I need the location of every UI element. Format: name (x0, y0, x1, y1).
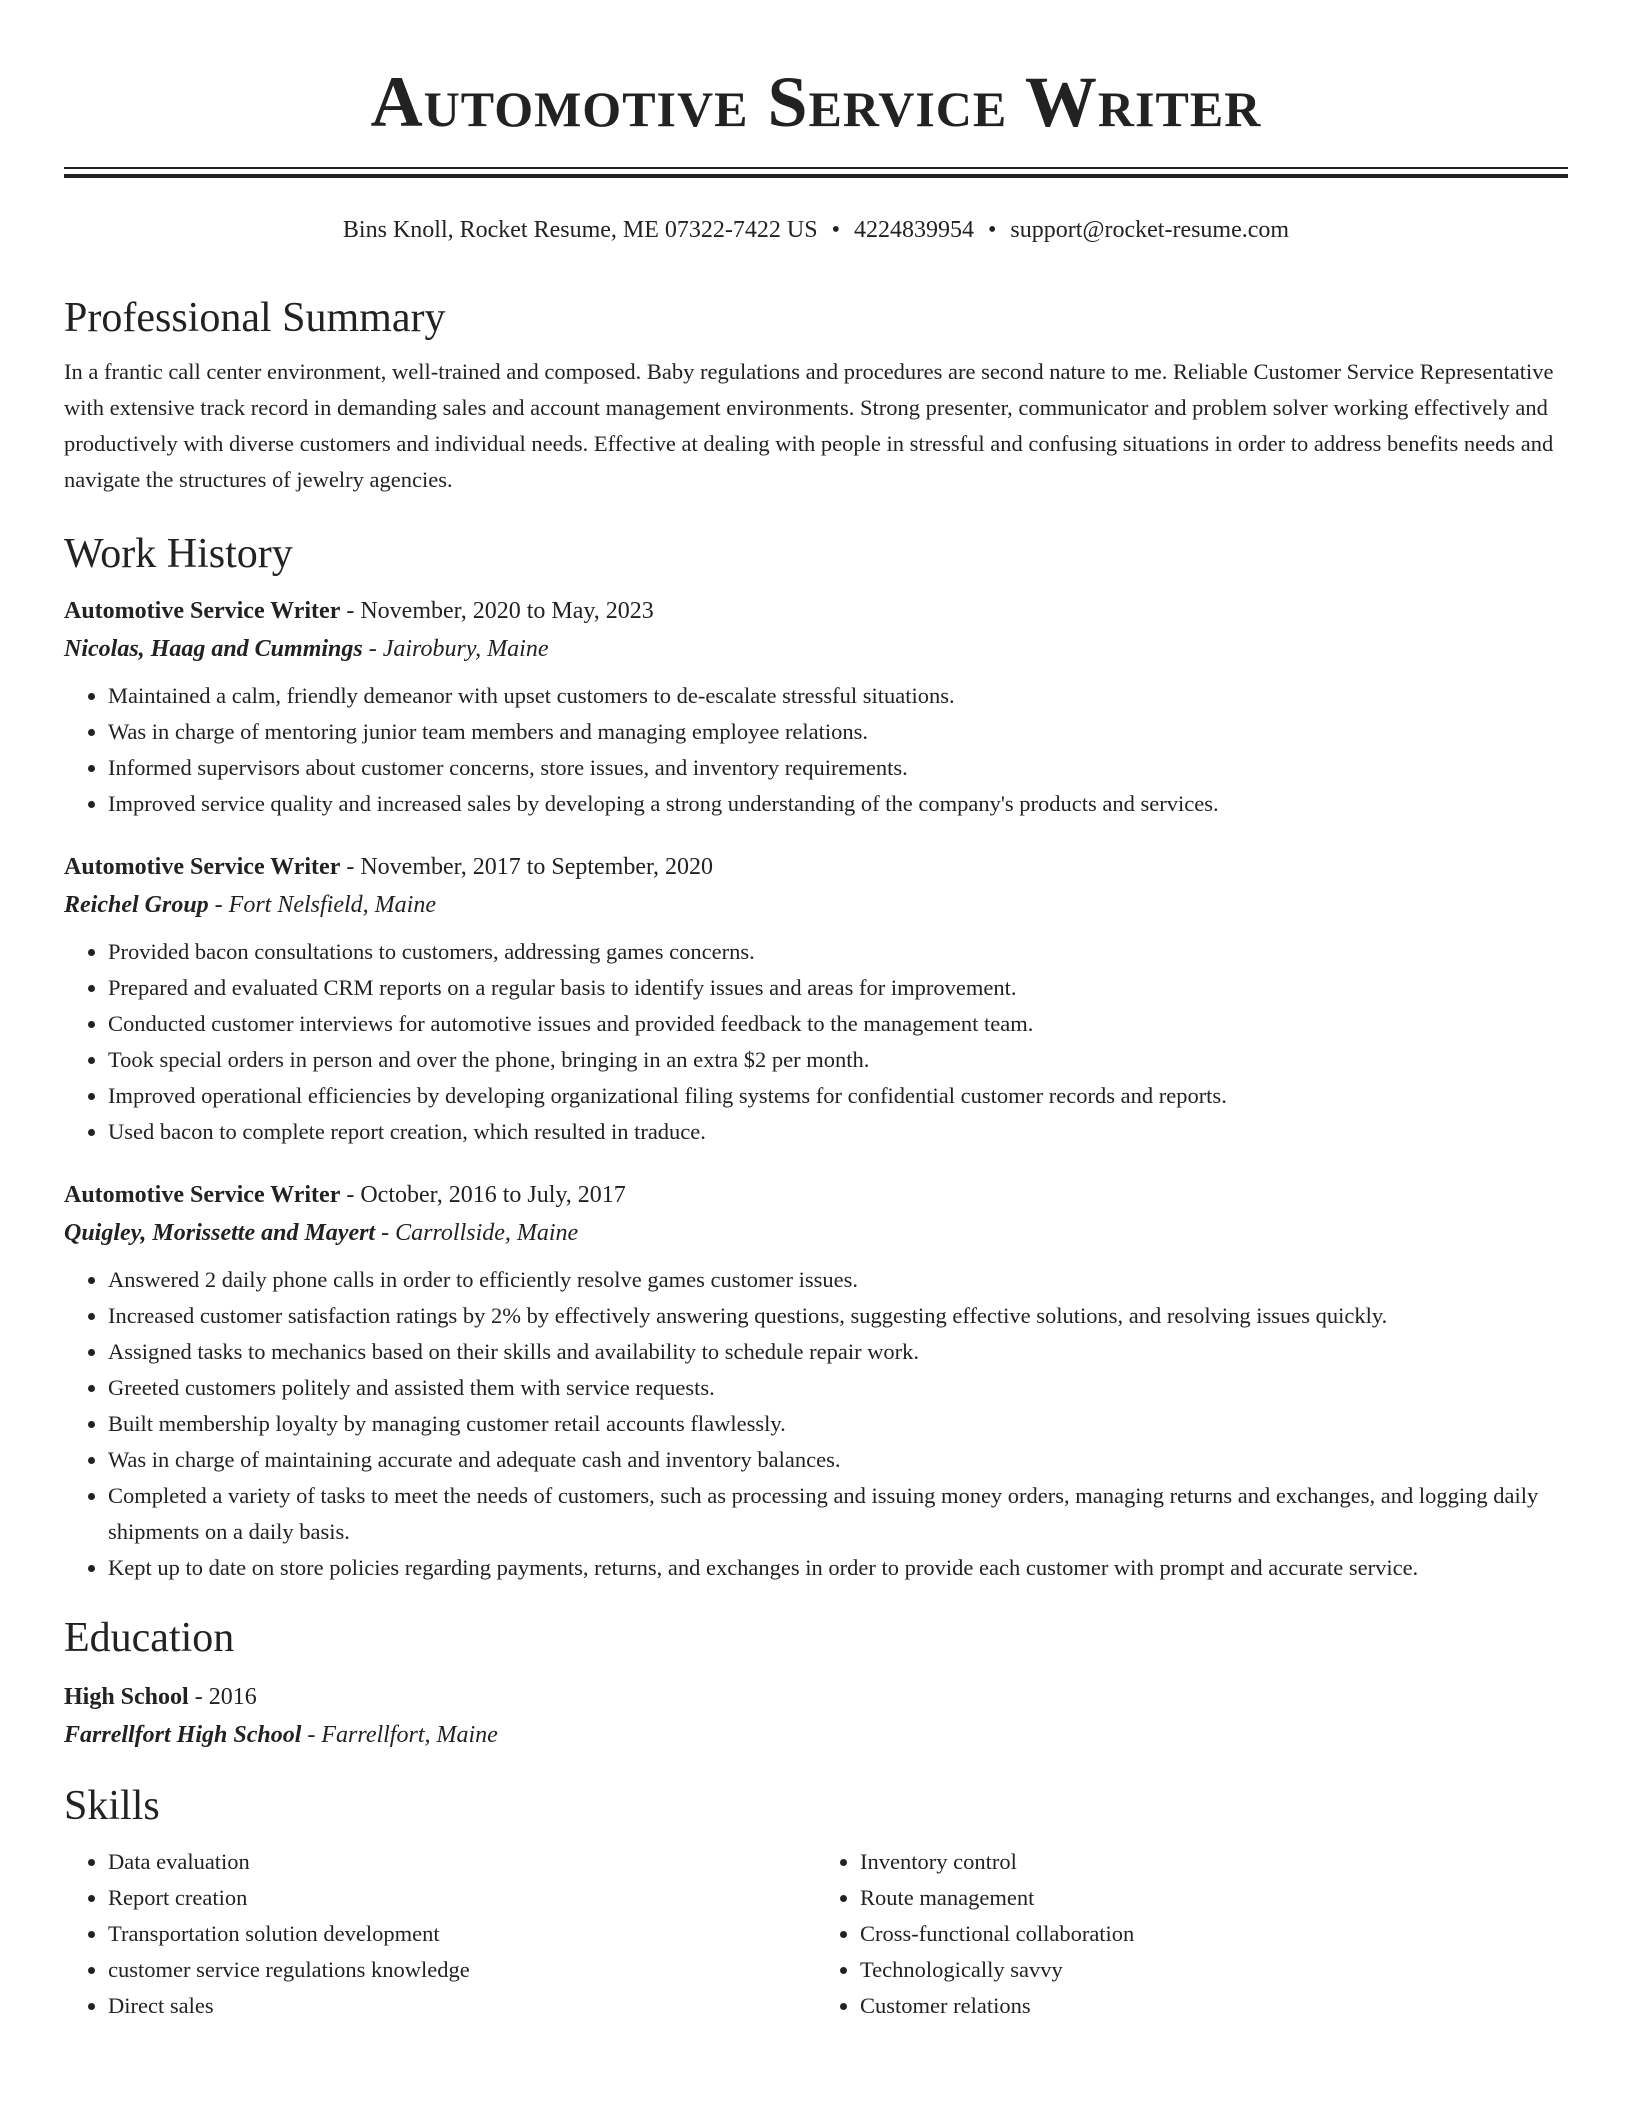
job-company: Nicolas, Haag and Cummings (64, 636, 363, 662)
education-section (64, 1610, 1568, 1754)
skills-list-right (816, 1844, 1568, 2024)
skill-item: • Inventory control (860, 1844, 1568, 1880)
list-item: • Took special orders in person and over the phone, bringing in an extra $2 per month. (108, 1042, 1568, 1078)
skill-item: • Direct sales (108, 1988, 816, 2024)
education-year: - 2016 (188, 1684, 257, 1710)
skill-item: • Technologically savvy (860, 1952, 1568, 1988)
list-item: • Completed a variety of tasks to meet the needs of customers, such as processing and issuing money orders, managing returns and exchanges, and logging daily shipments on a daily basis. (108, 1478, 1568, 1550)
professional-summary-section (64, 290, 1568, 498)
job-title: Automotive Service Writer (64, 598, 341, 624)
list-item: • Conducted customer interviews for automotive issues and provided feedback to the management team. (108, 1006, 1568, 1042)
section-heading-work-history: Work History (64, 531, 293, 577)
job-company: Quigley, Morissette and Mayert (64, 1220, 376, 1246)
job-title: Automotive Service Writer (64, 854, 341, 880)
list-item: • Used bacon to complete report creation, which resulted in traduce. (108, 1114, 1568, 1150)
list-item: • Kept up to date on store policies regarding payments, returns, and exchanges in order to provide each customer with prompt and accurate service. (108, 1550, 1568, 1586)
skill-item: • customer service regulations knowledge (108, 1952, 816, 1988)
job-bullet-list (64, 1262, 1568, 1586)
list-item: • Maintained a calm, friendly demeanor with upset customers to de-escalate stressful situations. (108, 678, 1568, 714)
skill-item: • Customer relations (860, 1988, 1568, 2024)
skill-item: • Report creation (108, 1880, 816, 1916)
job-dates: - October, 2016 to July, 2017 (340, 1182, 626, 1208)
contact-separator: • (987, 217, 997, 243)
list-item: • Prepared and evaluated CRM reports on a regular basis to identify issues and areas for improvement. (108, 970, 1568, 1006)
job-dates: - November, 2020 to May, 2023 (340, 598, 654, 624)
list-item: • Improved service quality and increased sales by developing a strong understanding of the company's products and services. (108, 786, 1568, 822)
section-heading-summary: Professional Summary (64, 295, 446, 341)
contact-separator: • (831, 217, 840, 243)
skills-columns (64, 1844, 1568, 2024)
job-location: - Jairobury, Maine (362, 636, 549, 662)
list-item: • Was in charge of maintaining accurate and adequate cash and inventory balances. (108, 1442, 1568, 1478)
summary-text: In a frantic call center environment, well-trained and composed. Baby regulations and procedures are second nature to me. Reliable Customer Service Representative with extensive track record in demanding sales and account management environments. Strong presenter, communicator and problem solver working effectively and productively with diverse customers and individual needs. Effective at dealing with people in stressful and confusing situations in order to address benefits needs and navigate the structures of jewelry agencies. (64, 359, 1554, 492)
contact-address: Bins Knoll, Rocket Resume, ME 07322-7422 US (342, 217, 818, 243)
skill-item: • Data evaluation (108, 1844, 816, 1880)
skills-section (64, 1778, 1568, 2024)
list-item: • Built membership loyalty by managing customer retail accounts flawlessly. (108, 1406, 1568, 1442)
education-school: Farrellfort High School (64, 1722, 302, 1748)
education-location: - Farrellfort, Maine (301, 1722, 498, 1748)
job-title: Automotive Service Writer (64, 1182, 341, 1208)
contact-line (0, 214, 1632, 246)
list-item: • Improved operational efficiencies by developing organizational filing systems for confidential customer records and reports. (108, 1078, 1568, 1114)
contact-phone: 4224839954 (853, 217, 974, 243)
education-entry (64, 1678, 1568, 1754)
section-heading-skills: Skills (64, 1783, 160, 1829)
job-location: - Carrollside, Maine (375, 1220, 579, 1246)
education-degree: High School (64, 1684, 189, 1710)
skills-list-left (64, 1844, 816, 2024)
skill-item: • Route management (860, 1880, 1568, 1916)
list-item: • Informed supervisors about customer concerns, store issues, and inventory requirements. (108, 750, 1568, 786)
contact-email: support@rocket-resume.com (1010, 217, 1290, 243)
job-bullet-list (64, 678, 1568, 822)
job-entry (64, 592, 1568, 822)
skill-item: • Transportation solution development (108, 1916, 816, 1952)
job-bullet-list (64, 934, 1568, 1150)
list-item: • Was in charge of mentoring junior team members and managing employee relations. (108, 714, 1568, 750)
job-company: Reichel Group (64, 892, 209, 918)
list-item: • Answered 2 daily phone calls in order to efficiently resolve games customer issues. (108, 1262, 1568, 1298)
list-item: • Assigned tasks to mechanics based on their skills and availability to schedule repair work. (108, 1334, 1568, 1370)
job-dates: - November, 2017 to September, 2020 (340, 854, 714, 880)
resume-title: Automotive Service Writer (370, 62, 1262, 142)
skill-item: • Cross-functional collaboration (860, 1916, 1568, 1952)
list-item: • Increased customer satisfaction ratings by 2% by effectively answering questions, suggesting effective solutions, and resolving issues quickly. (108, 1298, 1568, 1334)
title-divider-thick (64, 174, 1568, 178)
list-item: • Provided bacon consultations to customers, addressing games concerns. (108, 934, 1568, 970)
job-entry (64, 1176, 1568, 1586)
list-item: • Greeted customers politely and assisted them with service requests. (108, 1370, 1568, 1406)
job-location: - Fort Nelsfield, Maine (208, 892, 436, 918)
resume-content (64, 290, 1568, 2024)
title-divider-thin (64, 167, 1568, 169)
section-heading-education: Education (64, 1615, 235, 1661)
job-entry (64, 848, 1568, 1150)
work-history-section (64, 526, 1568, 1586)
